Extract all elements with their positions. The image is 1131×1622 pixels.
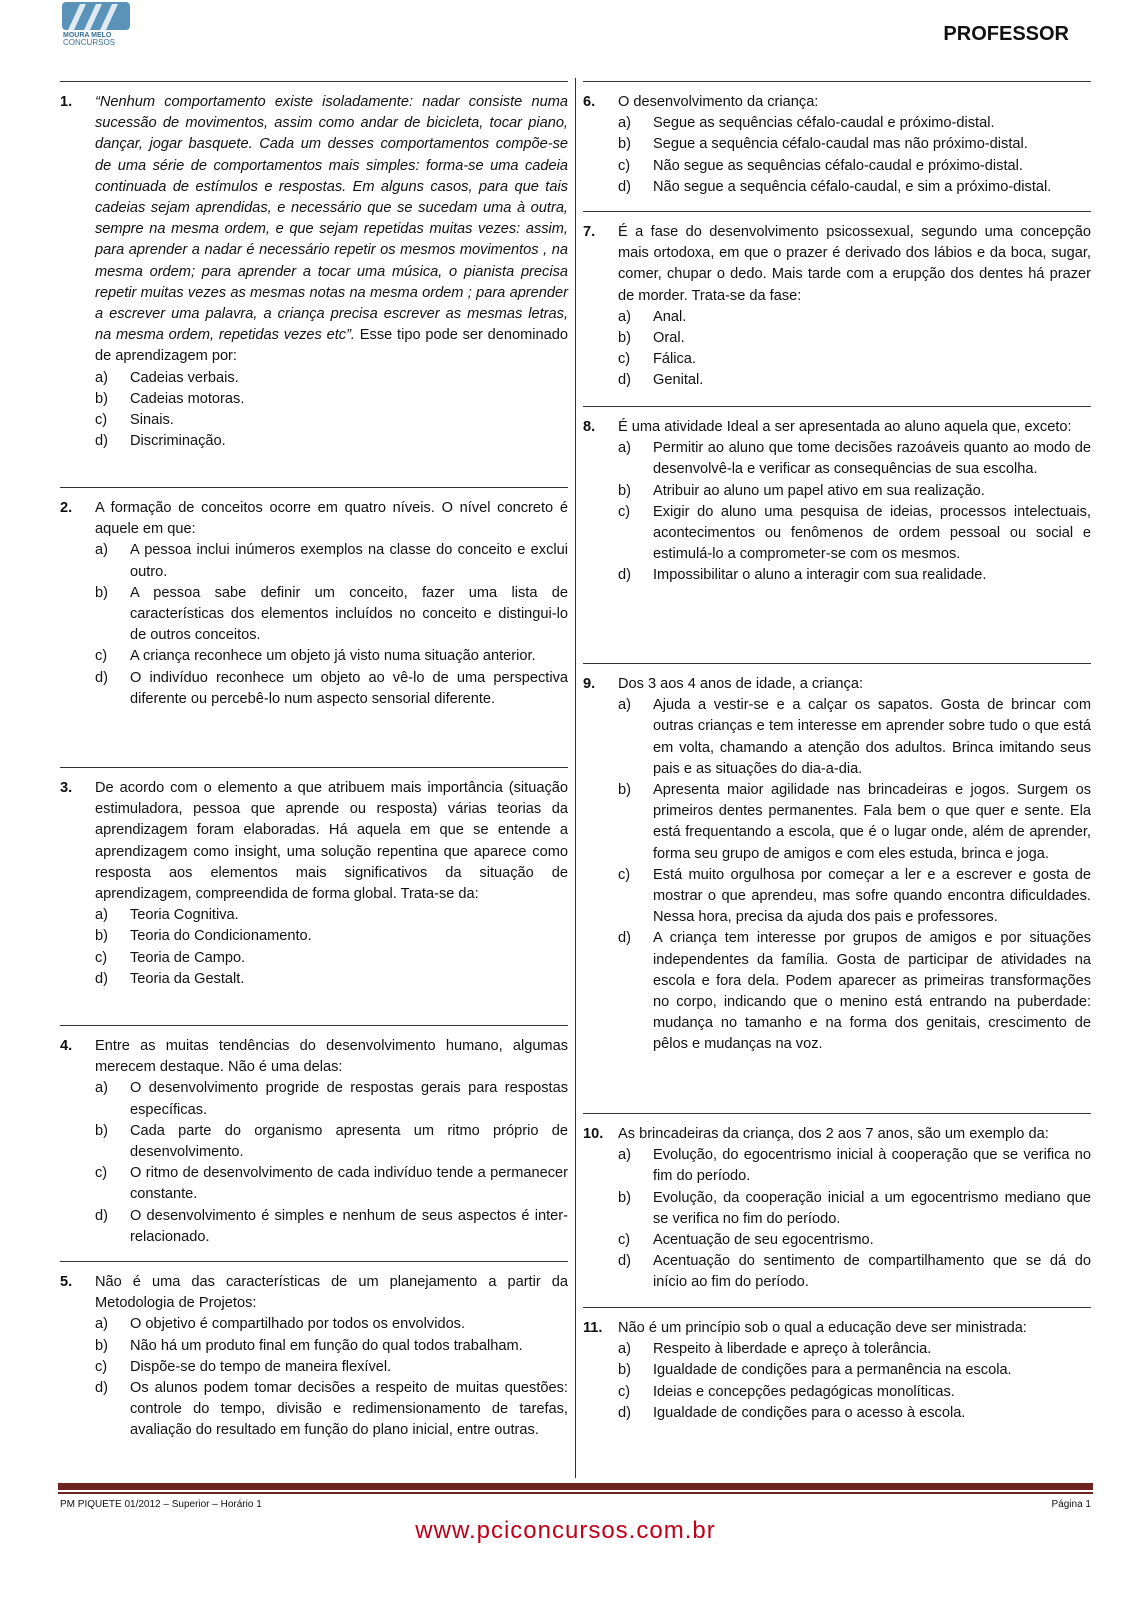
option-letter: a): [618, 1341, 631, 1358]
option-letter: d): [618, 178, 631, 195]
option-letter: c): [618, 157, 631, 174]
option-text: Acentuação do sentimento de compartilhamento que se dá do início ao fim do período.: [653, 1253, 1091, 1291]
option-text: Não segue as sequências céfalo-caudal e próximo-distal.: [653, 157, 1023, 174]
question-separator: [583, 1307, 1091, 1308]
question-stem: [618, 222, 1091, 307]
option-text: Igualdade de condições para a permanência na escola.: [653, 1362, 1012, 1379]
option-text: Genital.: [653, 372, 704, 389]
option-text: Não há um produto final em função do qual todos trabalham.: [130, 1337, 523, 1354]
option-letter: c): [618, 1383, 631, 1400]
answer-option[interactable]: [618, 370, 1091, 391]
option-letter: a): [618, 697, 631, 714]
option-text: Cada parte do organismo apresenta um ritmo próprio de desenvolvimento.: [130, 1122, 568, 1161]
option-text: Discriminação.: [130, 433, 226, 450]
question-separator: [583, 406, 1091, 407]
question-separator: [583, 81, 1091, 82]
question-text: Não é uma das características de um planejamento a partir da Metodologia de Projetos:: [95, 1274, 568, 1312]
option-text: Fálica.: [653, 351, 696, 368]
option-text: Cadeias motoras.: [130, 390, 245, 407]
option-letter: d): [618, 372, 631, 389]
footer-bar: [58, 1483, 1093, 1490]
question-separator: [583, 663, 1091, 664]
question-6: [583, 92, 1091, 198]
answer-option[interactable]: [618, 502, 1091, 566]
question-text: Não é um princípio sob o qual a educação deve ser ministrada:: [618, 1320, 1027, 1336]
option-letter: b): [618, 136, 631, 153]
option-letter: b): [618, 330, 631, 347]
option-letter: c): [618, 503, 631, 520]
option-letter: b): [618, 782, 631, 799]
question-separator: [60, 1025, 568, 1026]
question-stem: [618, 1318, 1091, 1339]
option-text: O desenvolvimento é simples e nenhum de seus aspectos é inter-relacionado.: [130, 1207, 568, 1245]
option-letter: b): [618, 1362, 631, 1379]
option-letter: d): [618, 930, 631, 947]
footer-url[interactable]: www.pciconcursos.com.br: [415, 1517, 716, 1544]
answer-option[interactable]: [95, 431, 568, 452]
answer-option[interactable]: [95, 540, 568, 582]
option-text: Respeito à liberdade e apreço à tolerância.: [653, 1341, 932, 1358]
answer-option[interactable]: [95, 389, 568, 410]
question-separator: [60, 487, 568, 488]
option-text: Permitir ao aluno que tome decisões razoáveis quanto ao modo de desenvolvê-la e verificar as consequências de sua escolha.: [653, 440, 1091, 478]
answer-option[interactable]: [95, 1078, 568, 1120]
option-letter: c): [95, 949, 108, 966]
question-number: 4.: [60, 1038, 73, 1054]
footer-page-number: Página 1: [1051, 1499, 1091, 1510]
answer-option[interactable]: [618, 328, 1091, 349]
option-text: Dispõe-se do tempo de maneira flexível.: [130, 1358, 392, 1375]
answer-option[interactable]: [618, 1251, 1091, 1293]
question-number: 3.: [60, 780, 73, 796]
option-text: Evolução, do egocentrismo inicial à cooperação que se verifica no fim do período.: [653, 1147, 1091, 1185]
question-number: 9.: [583, 676, 596, 692]
option-letter: d): [618, 567, 631, 584]
question-stem: [95, 778, 568, 905]
answer-option[interactable]: [618, 156, 1091, 177]
option-text: Exigir do aluno uma pesquisa de ideias, processos intelectuais, acontecimentos ou fenômenos de ordem pessoal ou social e estimulá-lo a comprometer-se com os mesmos.: [653, 503, 1091, 563]
option-text: Ajuda a vestir-se e a calçar os sapatos. Gosta de brincar com outras crianças e tem interesse em aprender sobre tudo o que está em volta, chamando a atenção dos adultos. Brinca imitando seus pais e as situações do dia-a-dia.: [653, 697, 1091, 777]
option-text: Atribuir ao aluno um papel ativo em sua realização.: [653, 482, 985, 499]
question-text: As brincadeiras da criança, dos 2 aos 7 anos, são um exemplo da:: [618, 1126, 1049, 1142]
option-text: Teoria de Campo.: [130, 949, 246, 966]
answer-option[interactable]: [95, 583, 568, 647]
answer-option[interactable]: [95, 668, 568, 710]
option-letter: d): [618, 1253, 631, 1270]
option-letter: b): [95, 390, 108, 407]
question-stem: [95, 1272, 568, 1314]
question-text: Entre as muitas tendências do desenvolvimento humano, algumas merecem destaque. Não é uma delas:: [95, 1038, 568, 1076]
answer-option[interactable]: [618, 481, 1091, 502]
option-text: Impossibilitar o aluno a interagir com sua realidade.: [653, 567, 987, 584]
option-text: Igualdade de condições para o acesso à escola.: [653, 1404, 966, 1421]
option-text: Não segue a sequência céfalo-caudal, e sim a próximo-distal.: [653, 178, 1052, 195]
question-2: [60, 498, 568, 710]
option-text: A pessoa inclui inúmeros exemplos na classe do conceito e exclui outro.: [130, 542, 568, 580]
option-text: Está muito orgulhosa por começar a ler e a escrever e gosta de mostrar o que aprendeu, mas sofre quando encontra dificuldades. Nessa hora, precisa da ajuda dos pais e professores.: [653, 866, 1091, 926]
question-text: A formação de conceitos ocorre em quatro níveis. O nível concreto é aquele em que:: [95, 500, 568, 538]
option-letter: d): [618, 1404, 631, 1421]
answer-option[interactable]: [95, 969, 568, 990]
option-letter: c): [95, 648, 108, 665]
option-text: Cadeias verbais.: [130, 369, 239, 386]
option-letter: c): [618, 866, 631, 883]
answer-option[interactable]: [618, 438, 1091, 480]
svg-text:MOURA MELO: MOURA MELO: [63, 32, 112, 39]
answer-option[interactable]: [95, 1378, 568, 1442]
answer-option[interactable]: [95, 646, 568, 667]
question-1: [60, 92, 568, 452]
option-letter: c): [95, 1165, 108, 1182]
answer-option[interactable]: [618, 1230, 1091, 1251]
answer-option[interactable]: [95, 1314, 568, 1335]
question-text: É a fase do desenvolvimento psicossexual, segundo uma concepção mais ortodoxa, em que o prazer é derivado dos lábios e da boca, sugar, comer, chupar o dedo. Mais tarde com a erupção dos dentes há prazer de morder. Trata-se da fase:: [618, 224, 1091, 304]
question-text: Dos 3 aos 4 anos de idade, a criança:: [618, 676, 864, 692]
answer-option[interactable]: [95, 1206, 568, 1248]
answer-option[interactable]: [618, 865, 1091, 929]
answer-option[interactable]: [95, 1121, 568, 1163]
moura-melo-logo: [62, 2, 132, 46]
question-5: [60, 1272, 568, 1442]
option-text: Acentuação de seu egocentrismo.: [653, 1232, 874, 1249]
question-stem: [618, 417, 1091, 438]
option-letter: d): [95, 970, 108, 987]
question-stem: [618, 1124, 1091, 1145]
option-letter: b): [95, 928, 108, 945]
answer-option[interactable]: [95, 926, 568, 947]
option-letter: a): [95, 1316, 108, 1333]
answer-option[interactable]: [618, 307, 1091, 328]
question-number: 2.: [60, 500, 73, 516]
option-text: Segue as sequências céfalo-caudal e próximo-distal.: [653, 115, 995, 132]
option-letter: a): [618, 1147, 631, 1164]
answer-option[interactable]: [618, 113, 1091, 134]
question-7: [583, 222, 1091, 392]
question-stem: [618, 92, 1091, 113]
question-number: 5.: [60, 1274, 73, 1290]
answer-option[interactable]: [618, 177, 1091, 198]
option-text: A criança reconhece um objeto já visto numa situação anterior.: [130, 648, 536, 665]
footer-exam-info: PM PIQUETE 01/2012 – Superior – Horário 1: [60, 1499, 262, 1510]
option-text: Apresenta maior agilidade nas brincadeiras e jogos. Surgem os primeiros dentes permanentes. Fala bem o que quer e sente. Ela está frequentando a escola, que é o lugar onde, além de aprender, forma seu grupo de amigos e com eles estuda, brinca e joga.: [653, 782, 1091, 862]
answer-option[interactable]: [618, 1403, 1091, 1424]
answer-option[interactable]: [618, 780, 1091, 865]
question-separator: [60, 1261, 568, 1262]
answer-option[interactable]: [618, 134, 1091, 155]
answer-option[interactable]: [95, 1163, 568, 1205]
option-letter: b): [95, 584, 108, 601]
question-text: É uma atividade Ideal a ser apresentada ao aluno aquela que, exceto:: [618, 419, 1072, 435]
option-text: O indivíduo reconhece um objeto ao vê-lo de uma perspectiva diferente ou percebê-lo num aspecto sensorial diferente.: [130, 669, 568, 707]
question-11: [583, 1318, 1091, 1424]
option-letter: b): [95, 1337, 108, 1354]
option-text: Teoria Cognitiva.: [130, 907, 239, 924]
answer-option[interactable]: [618, 1145, 1091, 1187]
option-text: O ritmo de desenvolvimento de cada indivíduo tende a permanecer constante.: [130, 1165, 568, 1203]
option-text: Sinais.: [130, 412, 174, 429]
question-number: 6.: [583, 94, 596, 110]
question-separator: [60, 767, 568, 768]
svg-text:CONCURSOS: CONCURSOS: [63, 38, 116, 46]
option-letter: b): [95, 1122, 108, 1139]
option-text: Ideias e concepções pedagógicas monolíticas.: [653, 1383, 955, 1400]
answer-option[interactable]: [95, 948, 568, 969]
answer-option[interactable]: [618, 1360, 1091, 1381]
option-letter: a): [95, 542, 108, 559]
answer-option[interactable]: [95, 1336, 568, 1357]
answer-option[interactable]: [618, 1339, 1091, 1360]
option-letter: a): [95, 369, 108, 386]
option-letter: c): [618, 351, 631, 368]
column-divider: [575, 78, 576, 1478]
option-letter: d): [95, 1380, 108, 1397]
option-text: A criança tem interesse por grupos de amigos e por situações independentes da família. Gosta de participar de atividades na escola e fora dela. Podem aparecer as primeiras transformações no corpo, indicando que o menino está entrando na puberdade: mudança no tamanho e na forma dos genitais, crescimento de pêlos e mudanças na voz.: [653, 930, 1091, 1053]
option-text: Evolução, da cooperação inicial a um egocentrismo mediano que se verifica no fim do período.: [653, 1189, 1091, 1227]
question-separator: [60, 81, 568, 82]
option-letter: d): [95, 433, 108, 450]
option-text: Teoria do Condicionamento.: [130, 928, 312, 945]
option-letter: d): [95, 669, 108, 686]
option-text: Segue a sequência céfalo-caudal mas não próximo-distal.: [653, 136, 1028, 153]
answer-option[interactable]: [95, 410, 568, 431]
option-text: Anal.: [653, 308, 687, 325]
answer-option[interactable]: [618, 565, 1091, 586]
question-3: [60, 778, 568, 990]
answer-option[interactable]: [618, 928, 1091, 1055]
option-text: O objetivo é compartilhado por todos os envolvidos.: [130, 1316, 466, 1333]
answer-option[interactable]: [95, 1357, 568, 1378]
question-number: 11.: [583, 1320, 603, 1336]
question-10: [583, 1124, 1091, 1294]
question-quote: “Nenhum comportamento existe isoladamente: nadar consiste numa sucessão de movimentos, assim como andar de bicicleta, tocar piano, dançar, jogar basquete. Cada um desses comportamentos compõe-se de uma série de comportamentos mais simples: forma-se uma cadeia continuada de estímulos e respostas. Em alguns casos, para que tais cadeias sejam aprendidas, e necessário que se sucedam uma à outra, sempre na mesma ordem, e que sejam repetidas muitas vezes: assim, para aprender a nadar é necessário repetir os mesmos movimentos , na mesma ordem; para aprender a tocar uma música, o pianista precisa repetir muitas vezes as mesmas notas na mesma ordem ; para aprender a escrever uma palavra, a criança precisa escrever as mesmas letras, na mesma ordem, repetidas vezes etc”.: [95, 94, 568, 344]
question-separator: [583, 1113, 1091, 1114]
question-number: 8.: [583, 419, 596, 435]
answer-option[interactable]: [95, 368, 568, 389]
question-4: [60, 1036, 568, 1248]
option-text: Oral.: [653, 330, 685, 347]
option-letter: c): [618, 1232, 631, 1249]
option-text: A pessoa sabe definir um conceito, fazer uma lista de características dos elementos incluídos no conceito e distingui-lo de outros conceitos.: [130, 584, 568, 644]
role-label: PROFESSOR: [943, 23, 1069, 45]
option-letter: a): [618, 440, 631, 457]
option-letter: a): [618, 308, 631, 325]
option-letter: c): [95, 1358, 108, 1375]
answer-option[interactable]: [618, 1382, 1091, 1403]
question-8: [583, 417, 1091, 587]
question-stem: [95, 498, 568, 540]
question-text: O desenvolvimento da criança:: [618, 94, 819, 110]
question-stem: [95, 92, 568, 368]
option-letter: b): [618, 1189, 631, 1206]
question-9: [583, 674, 1091, 1056]
option-letter: a): [95, 1080, 108, 1097]
option-text: Teoria da Gestalt.: [130, 970, 245, 987]
option-text: O desenvolvimento progride de respostas gerais para respostas específicas.: [130, 1080, 568, 1118]
option-letter: d): [95, 1207, 108, 1224]
question-separator: [583, 211, 1091, 212]
question-text: Esse tipo pode ser denominado de aprendizagem por:: [95, 327, 568, 365]
question-stem: [95, 1036, 568, 1078]
question-stem: [618, 674, 1091, 695]
answer-option[interactable]: [618, 695, 1091, 780]
answer-option[interactable]: [95, 905, 568, 926]
option-letter: b): [618, 482, 631, 499]
option-letter: a): [618, 115, 631, 132]
option-letter: c): [95, 412, 108, 429]
option-text: Os alunos podem tomar decisões a respeito de muitas questões: controle do tempo, divisão e redimensionamento de tarefas, avaliação do resultado em função do plano inicial, entre outras.: [130, 1380, 568, 1439]
question-number: 1.: [60, 94, 73, 110]
answer-option[interactable]: [618, 349, 1091, 370]
question-number: 10.: [583, 1126, 604, 1142]
option-letter: a): [95, 907, 108, 924]
question-number: 7.: [583, 224, 596, 240]
question-text: De acordo com o elemento a que atribuem mais importância (situação estimuladora, pessoa que aprende ou resposta) várias teorias da aprendizagem foram elaboradas. Há aquela em que se entende a aprendizagem como insight, uma solução repentina que aparece como resposta aos elementos mais significativos da situação de aprendizagem, compreendida de forma global. Trata-se da:: [95, 780, 568, 903]
answer-option[interactable]: [618, 1188, 1091, 1230]
